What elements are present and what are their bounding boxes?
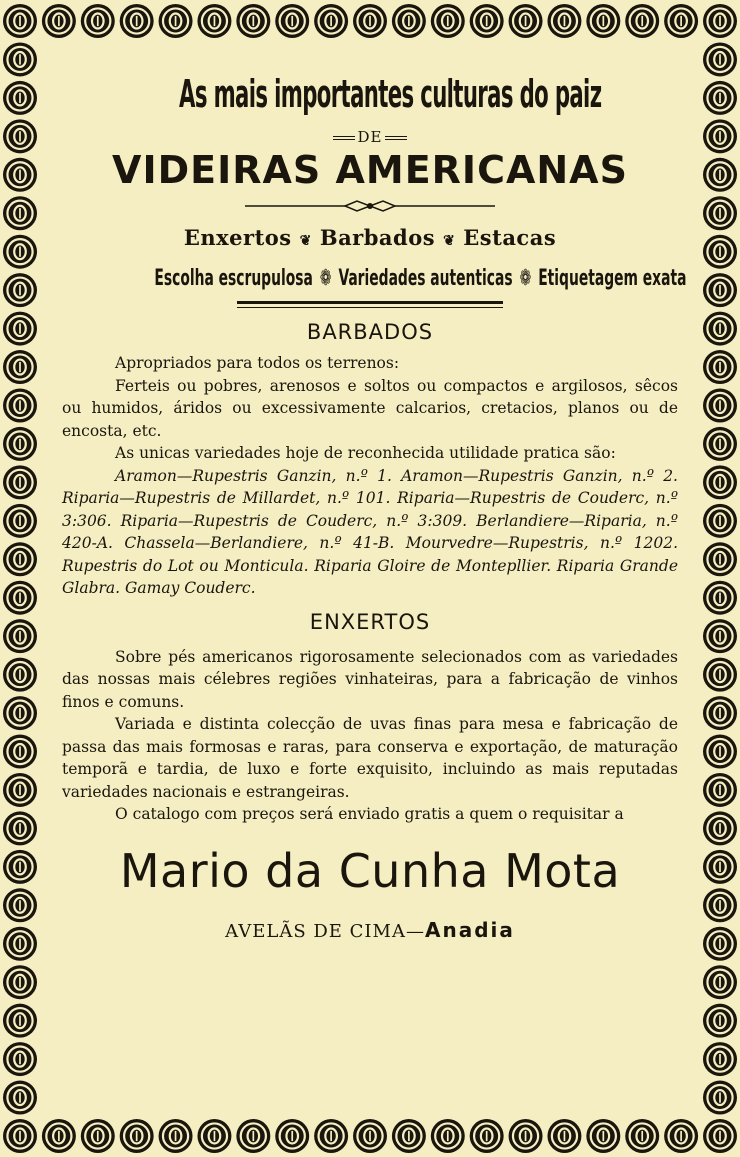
rosette-ornament (3, 1081, 37, 1115)
rosette-ornament (392, 1119, 426, 1153)
rosette-ornament (703, 273, 737, 307)
rosette-ornament (703, 1042, 737, 1076)
rosette-ornament (664, 1119, 698, 1153)
rosette-ornament (3, 696, 37, 730)
rosette-ornament (197, 1119, 231, 1153)
rosette-ornament (625, 1119, 659, 1153)
fleuron-icon: ❦ (443, 233, 456, 249)
rosette-ornament (703, 427, 737, 461)
rosette-ornament (3, 773, 37, 807)
rosette-ornament (586, 4, 620, 38)
flourish-divider (62, 198, 678, 217)
rosette-ornament (3, 158, 37, 192)
rosette-ornament (3, 1004, 37, 1038)
rosette-ornament (3, 735, 37, 769)
rosette-ornament (275, 1119, 309, 1153)
double-rule (237, 301, 503, 308)
rosette-ornament (159, 1119, 193, 1153)
rosette-ornament (586, 1119, 620, 1153)
rosette-ornament (547, 1119, 581, 1153)
rosette-ornament (625, 4, 659, 38)
rosette-ornament (3, 619, 37, 653)
rosette-ornament (664, 4, 698, 38)
rosette-ornament (236, 4, 270, 38)
rosette-ornament (120, 4, 154, 38)
rosette-ornament (509, 1119, 543, 1153)
rosette-ornament (3, 235, 37, 269)
rosette-ornament (509, 4, 543, 38)
rosette-ornament (703, 1004, 737, 1038)
rosette-ornament (3, 504, 37, 538)
ad-content (62, 62, 687, 1094)
rosette-ornament (703, 1119, 737, 1153)
rosette-ornament (3, 273, 37, 307)
rosette-ornament (470, 1119, 504, 1153)
rosette-ornament (81, 1119, 115, 1153)
rosette-ornament (703, 888, 737, 922)
rosette-ornament (236, 1119, 270, 1153)
rosette-ornament (3, 888, 37, 922)
rosette-ornament (42, 1119, 76, 1153)
rosette-ornament (703, 927, 737, 961)
rosette-ornament (197, 4, 231, 38)
rosette-ornament (703, 158, 737, 192)
rosette-ornament (703, 696, 737, 730)
enxertos-text: Sobre pés americanos rigorosamente selecionados com as variedades das nossas mais célebres regiões vinhateiras, para a fabricação de vinhos finos e comuns. Variada e distinta colecção de uvas finas para mesa e fabricação de passa das mais formosas e raras, para conserva e exportação, de maturação temporã e tardia, de luxo e forte exquisito, incluindo as mais reputadas variedades nacionais e estrangeiras. O catalogo com preços será enviado gratis a quem o requisitar a (62, 647, 678, 823)
rosette-ornament (3, 658, 37, 692)
rosette-ornament (3, 427, 37, 461)
rosette-ornament (3, 581, 37, 615)
rosette-ornament (314, 1119, 348, 1153)
rosette-ornament (81, 4, 115, 38)
rosette-ornament (3, 388, 37, 422)
barbados-text: Apropriados para todos os terrenos: Ferteis ou pobres, arenosos e soltos ou compactos e argilosos, sêcos ou humidos, áridos ou excessivamente calcarios, cretacios, planos ou de encosta, etc. As unicas variedades hoje de reconhecida utilidade pratica são: Aramon—Rupestris Ganzin, n.º 1. Aramon—Rupestris Ganzin, n.º 2. Riparia—Rupestris de Millardet, n.º 101. Riparia—Rupestris de Couderc, n.º 3:306. Riparia—Rupestris de Couderc, n.º 3:309. Berlandiere—Riparia, n.º 420-A. Chassela—Berlandiere, n.º 41-B. Mourvedre—Rupestris, n.º 1202. Rupestris do Lot ou Monticula. Riparia Gloire de Montepllier. Riparia Grande Glabra. Gamay Couderc. (62, 352, 678, 600)
rosette-ornament (314, 4, 348, 38)
rosette-ornament (3, 312, 37, 346)
rosette-ornament (3, 850, 37, 884)
varieties-list: Aramon—Rupestris Ganzin, n.º 1. Aramon—Rupestris Ganzin, n.º 2. Riparia—Rupestris de Millardet, n.º 101. Riparia—Rupestris de Couderc, n.º 3:306. Riparia—Rupestris de Couderc, n.º 3:309. Berlandiere—Riparia, n.º 420-A. Chassela—Berlandiere, n.º 41-B. Mourvedre—Rupestris, n.º 1202. Rupestris do Lot ou Monticula. Riparia Gloire de Montepllier. Riparia Grande Glabra. Gamay Couderc. (62, 466, 678, 597)
rosette-ornament (703, 196, 737, 230)
products-line: Enxertos ❦ Barbados ❦ Estacas (183, 225, 557, 250)
rosette-ornament (42, 4, 76, 38)
rosette-ornament (703, 312, 737, 346)
rosette-ornament (703, 81, 737, 115)
rosette-ornament (3, 1042, 37, 1076)
subject-title: VIDEIRAS AMERICANAS (112, 148, 628, 192)
de-divider: DE (62, 128, 678, 146)
rosette-ornament (3, 965, 37, 999)
rosette-ornament (431, 1119, 465, 1153)
rosette-ornament (3, 196, 37, 230)
rosette-icon: ❁ (319, 266, 332, 291)
rosette-ornament (703, 235, 737, 269)
rosette-ornament (703, 735, 737, 769)
rosette-ornament (703, 581, 737, 615)
seller-name: Mario da Cunha Mota (119, 843, 621, 898)
rosette-ornament (159, 4, 193, 38)
rosette-ornament (703, 119, 737, 153)
seller-address: AVELÃS DE CIMA—Anadia (225, 917, 515, 942)
rosette-ornament (703, 4, 737, 38)
rosette-ornament (703, 465, 737, 499)
rosette-ornament (3, 542, 37, 576)
rosette-ornament (353, 4, 387, 38)
rosette-ornament (703, 811, 737, 845)
rosette-ornament (3, 927, 37, 961)
rosette-ornament (703, 850, 737, 884)
rosette-ornament (703, 619, 737, 653)
rosette-ornament (547, 4, 581, 38)
rosette-ornament (703, 773, 737, 807)
rosette-ornament (353, 1119, 387, 1153)
rosette-ornament (392, 4, 426, 38)
rosette-ornament (275, 4, 309, 38)
rosette-ornament (3, 4, 37, 38)
rosette-ornament (3, 350, 37, 384)
rosette-ornament (703, 388, 737, 422)
rosette-ornament (703, 42, 737, 76)
rosette-ornament (703, 965, 737, 999)
rosette-ornament (3, 81, 37, 115)
rosette-ornament (3, 42, 37, 76)
rosette-ornament (3, 465, 37, 499)
rosette-ornament (431, 4, 465, 38)
rosette-ornament (470, 4, 504, 38)
enxertos-heading: ENXERTOS (309, 609, 431, 634)
qualities-line: Escolha escrupulosa ❁ Variedades autenticas ❁ Etiquetagem exata (154, 266, 687, 291)
rosette-ornament (703, 658, 737, 692)
rosette-ornament (3, 1119, 37, 1153)
rosette-icon: ❁ (519, 266, 532, 291)
rosette-ornament (703, 350, 737, 384)
headline: As mais importantes culturas do paiz (179, 72, 602, 116)
barbados-heading: BARBADOS (306, 320, 434, 344)
rosette-ornament (3, 119, 37, 153)
rosette-ornament (703, 1081, 737, 1115)
rosette-ornament (120, 1119, 154, 1153)
fleuron-icon: ❦ (299, 233, 312, 249)
rosette-ornament (703, 504, 737, 538)
rosette-ornament (3, 811, 37, 845)
rosette-ornament (703, 542, 737, 576)
